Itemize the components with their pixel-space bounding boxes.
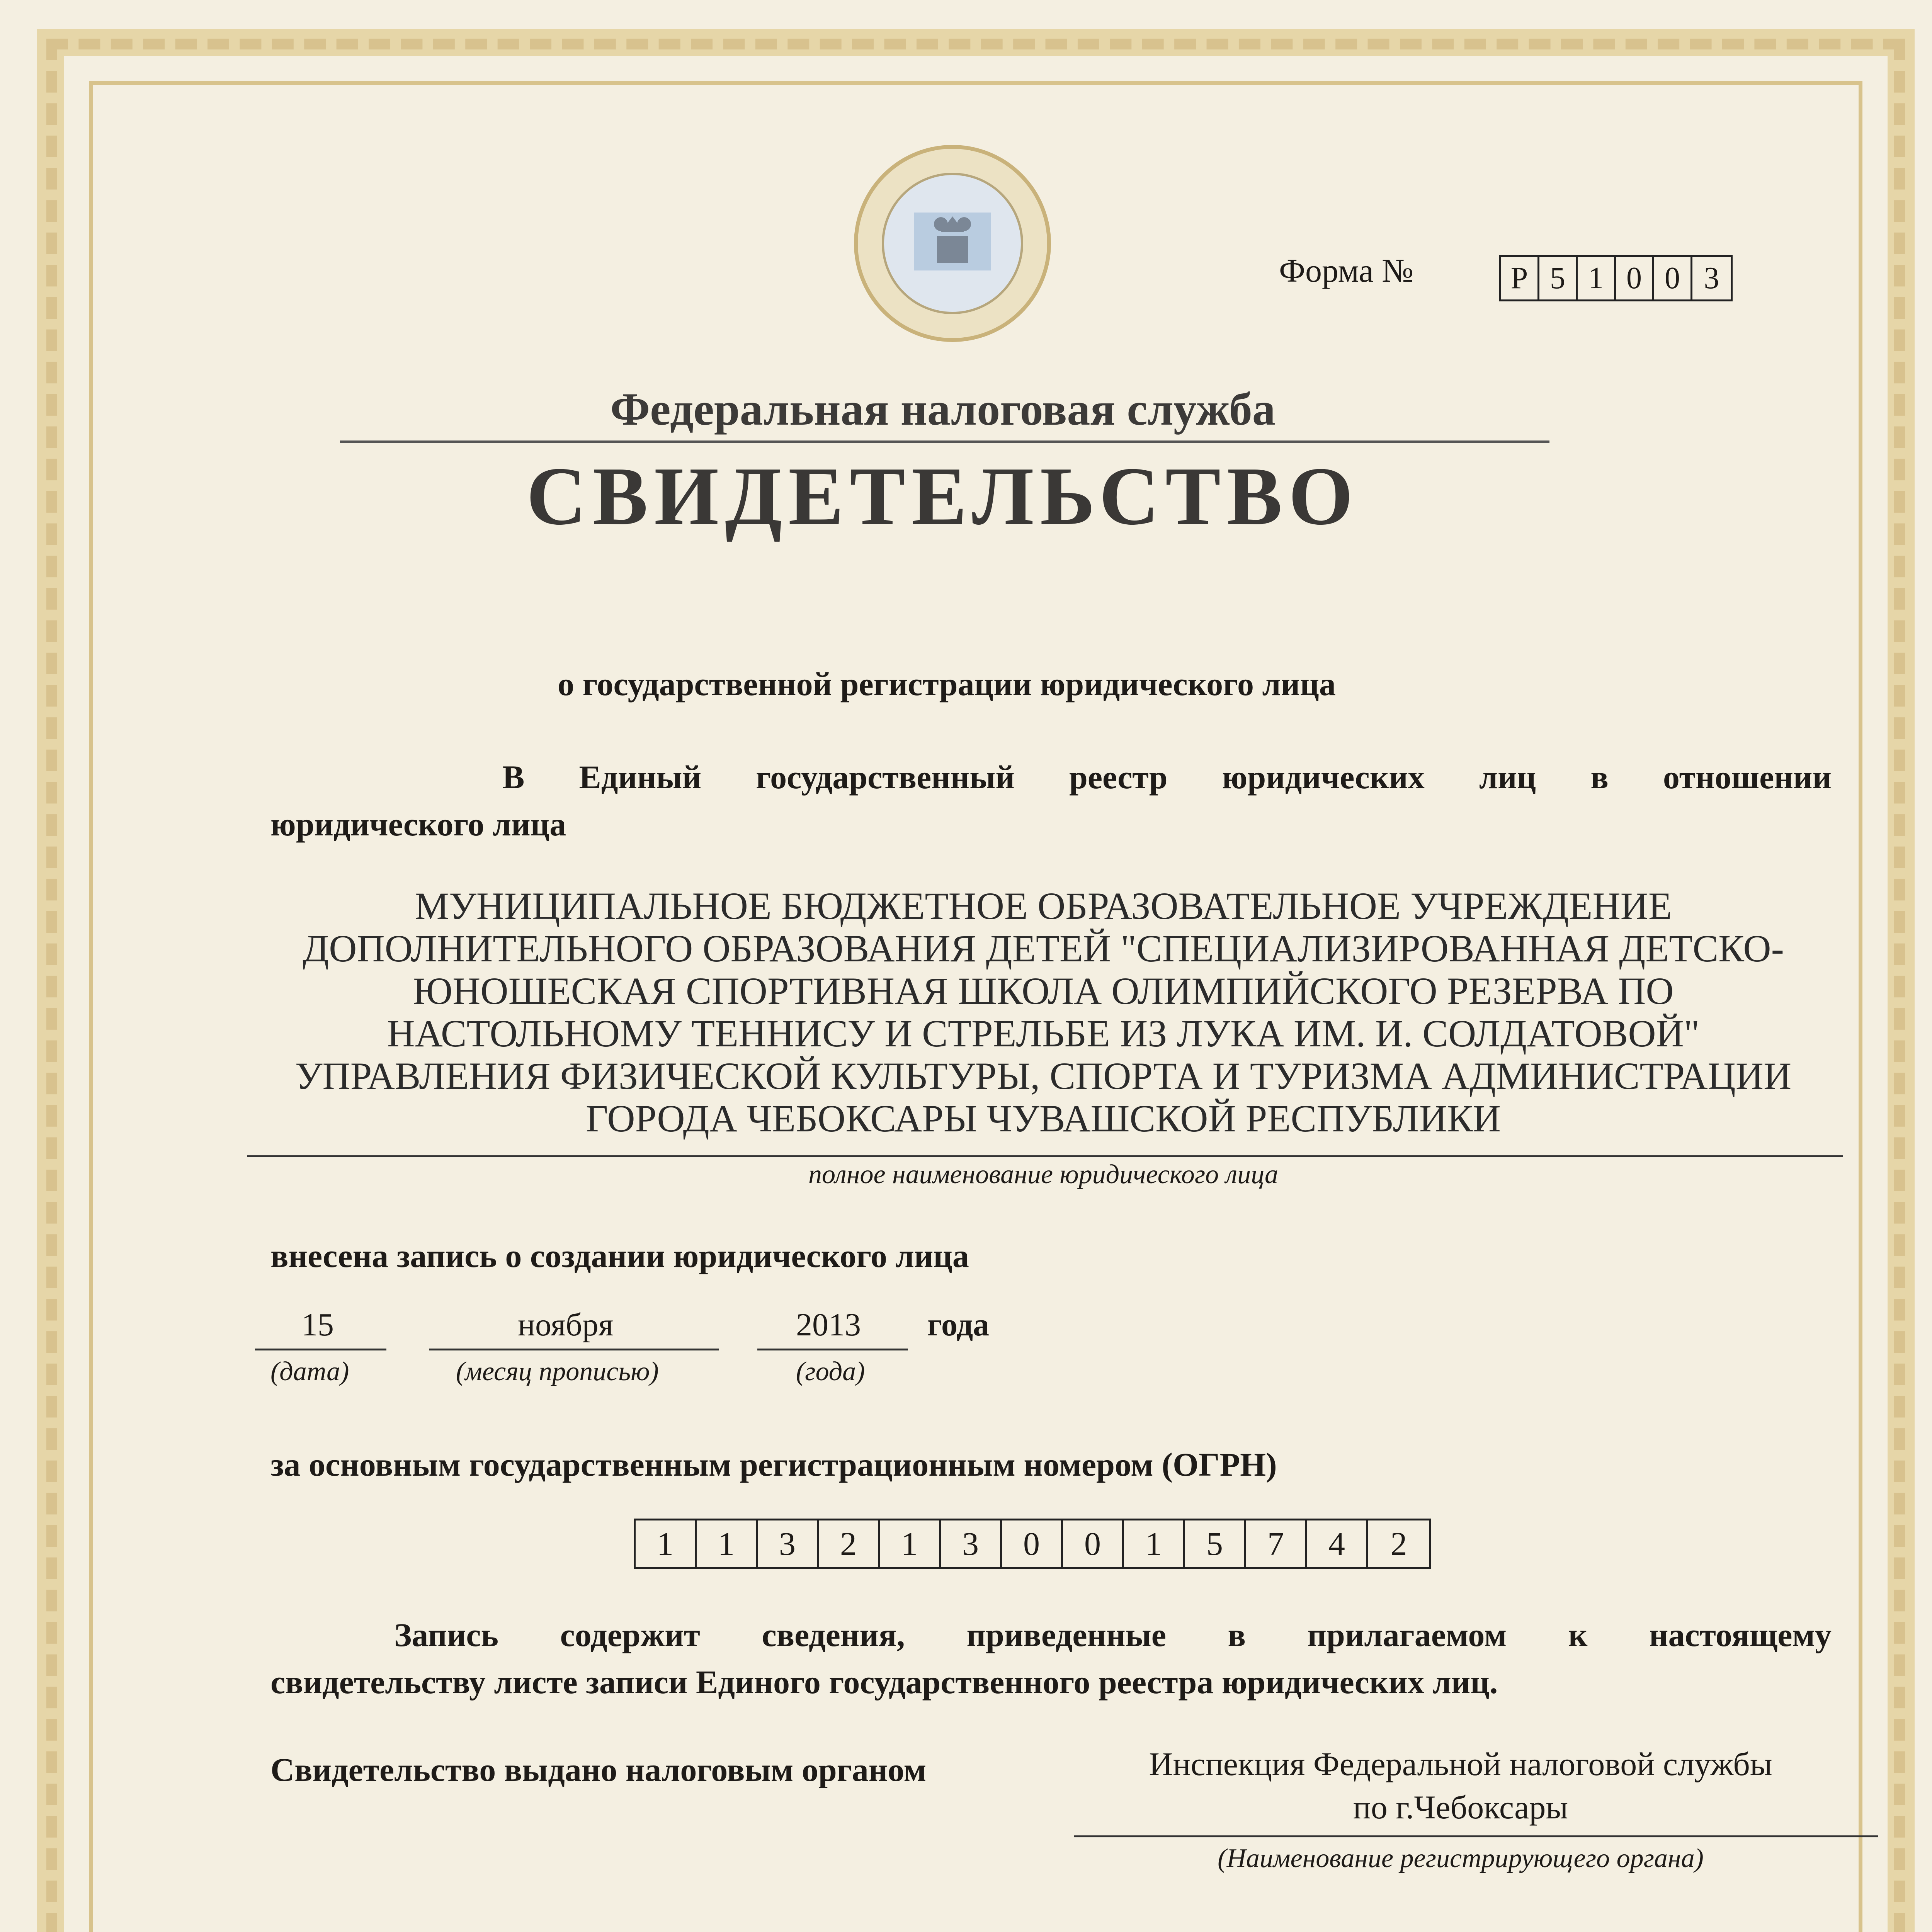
entry-year-caption: (года) (796, 1357, 865, 1386)
entry-year-suffix: года (927, 1307, 990, 1343)
document-subtitle: о государственной регистрации юридического лица (558, 665, 1336, 702)
ogrn-digit: 3 (941, 1520, 1002, 1567)
ogrn-digit: 3 (758, 1520, 819, 1567)
form-code-cell: 3 (1704, 261, 1719, 295)
ogrn-cells (634, 1519, 1431, 1569)
ogrn-digit: 5 (1185, 1520, 1246, 1567)
agency-name: Федеральная налоговая служба (610, 383, 1276, 435)
divider (1074, 1835, 1878, 1837)
ogrn-digit: 4 (1307, 1520, 1368, 1567)
issuing-authority (1074, 1743, 1847, 1829)
ogrn-digit: 1 (1124, 1520, 1185, 1567)
organization-name-line: ДОПОЛНИТЕЛЬНОГО ОБРАЗОВАНИЯ ДЕТЕЙ "СПЕЦИАЛИЗИРОВАННАЯ ДЕТСКО- (303, 927, 1784, 970)
issuing-authority-caption: (Наименование регистрирующего органа) (1218, 1844, 1704, 1873)
divider (340, 440, 1549, 443)
organization-name-line: ГОРОДА ЧЕБОКСАРЫ ЧУВАШСКОЙ РЕСПУБЛИКИ (586, 1097, 1501, 1140)
ogrn-digit: 2 (819, 1520, 880, 1567)
entry-label: внесена запись о создании юридического лица (270, 1237, 969, 1274)
ogrn-digit: 0 (1063, 1520, 1124, 1567)
record-note-line: свидетельству листе записи Единого государственного реестра юридических лиц. (270, 1663, 1498, 1701)
intro-line: В Единый государственный реестр юридических лиц в отношении (502, 759, 1832, 796)
form-code-cell: 0 (1616, 257, 1654, 299)
organization-name (240, 885, 1847, 1140)
ogrn-label: за основным государственным регистрационным номером (ОГРН) (270, 1446, 1277, 1483)
divider (757, 1349, 908, 1350)
intro-text (270, 753, 1832, 848)
issuing-authority-line: Инспекция Федеральной налоговой службы (1149, 1745, 1772, 1782)
organization-name-line: ЮНОШЕСКАЯ СПОРТИВНАЯ ШКОЛА ОЛИМПИЙСКОГО РЕЗЕРВА ПО (413, 969, 1674, 1012)
form-code-cell: 0 (1654, 257, 1692, 299)
ogrn-digit: 0 (1002, 1520, 1063, 1567)
divider (247, 1155, 1843, 1157)
entry-month: ноября (518, 1307, 614, 1343)
intro-line: юридического лица (270, 806, 566, 843)
organization-name-caption: полное наименование юридического лица (808, 1160, 1279, 1189)
document-title: СВИДЕТЕЛЬСТВО (526, 450, 1359, 542)
issued-by-label: Свидетельство выдано налоговым органом (270, 1751, 927, 1788)
ogrn-digit: 1 (697, 1520, 758, 1567)
organization-name-line: МУНИЦИПАЛЬНОЕ БЮДЖЕТНОЕ ОБРАЗОВАТЕЛЬНОЕ УЧРЕЖДЕНИЕ (415, 884, 1672, 927)
divider (255, 1349, 386, 1350)
entry-year: 2013 (796, 1307, 861, 1343)
form-code-cell: Р (1501, 257, 1539, 299)
form-label: Форма № (1279, 252, 1414, 289)
hologram-emblem-icon (852, 143, 1053, 344)
organization-name-line: НАСТОЛЬНОМУ ТЕННИСУ И СТРЕЛЬБЕ ИЗ ЛУКА ИМ. И. СОЛДАТОВОЙ" (387, 1012, 1700, 1055)
form-code-cell: 5 (1539, 257, 1578, 299)
form-code-cells (1499, 255, 1733, 301)
entry-day-caption: (дата) (270, 1357, 349, 1386)
organization-name-line: УПРАВЛЕНИЯ ФИЗИЧЕСКОЙ КУЛЬТУРЫ, СПОРТА И ТУРИЗМА АДМИНИСТРАЦИИ (295, 1054, 1792, 1097)
record-note-line: Запись содержит сведения, приведенные в прилагаемом к настоящему (394, 1616, 1832, 1653)
ogrn-digit: 1 (636, 1520, 697, 1567)
form-code-cell: 1 (1578, 257, 1616, 299)
ogrn-digit: 2 (1390, 1525, 1407, 1562)
issuing-authority-line: по г.Чебоксары (1353, 1788, 1568, 1826)
ogrn-digit: 1 (880, 1520, 941, 1567)
ogrn-digit: 7 (1246, 1520, 1307, 1567)
entry-day: 15 (301, 1307, 334, 1343)
divider (429, 1349, 719, 1350)
entry-month-caption: (месяц прописью) (456, 1357, 659, 1386)
record-note (270, 1611, 1832, 1706)
